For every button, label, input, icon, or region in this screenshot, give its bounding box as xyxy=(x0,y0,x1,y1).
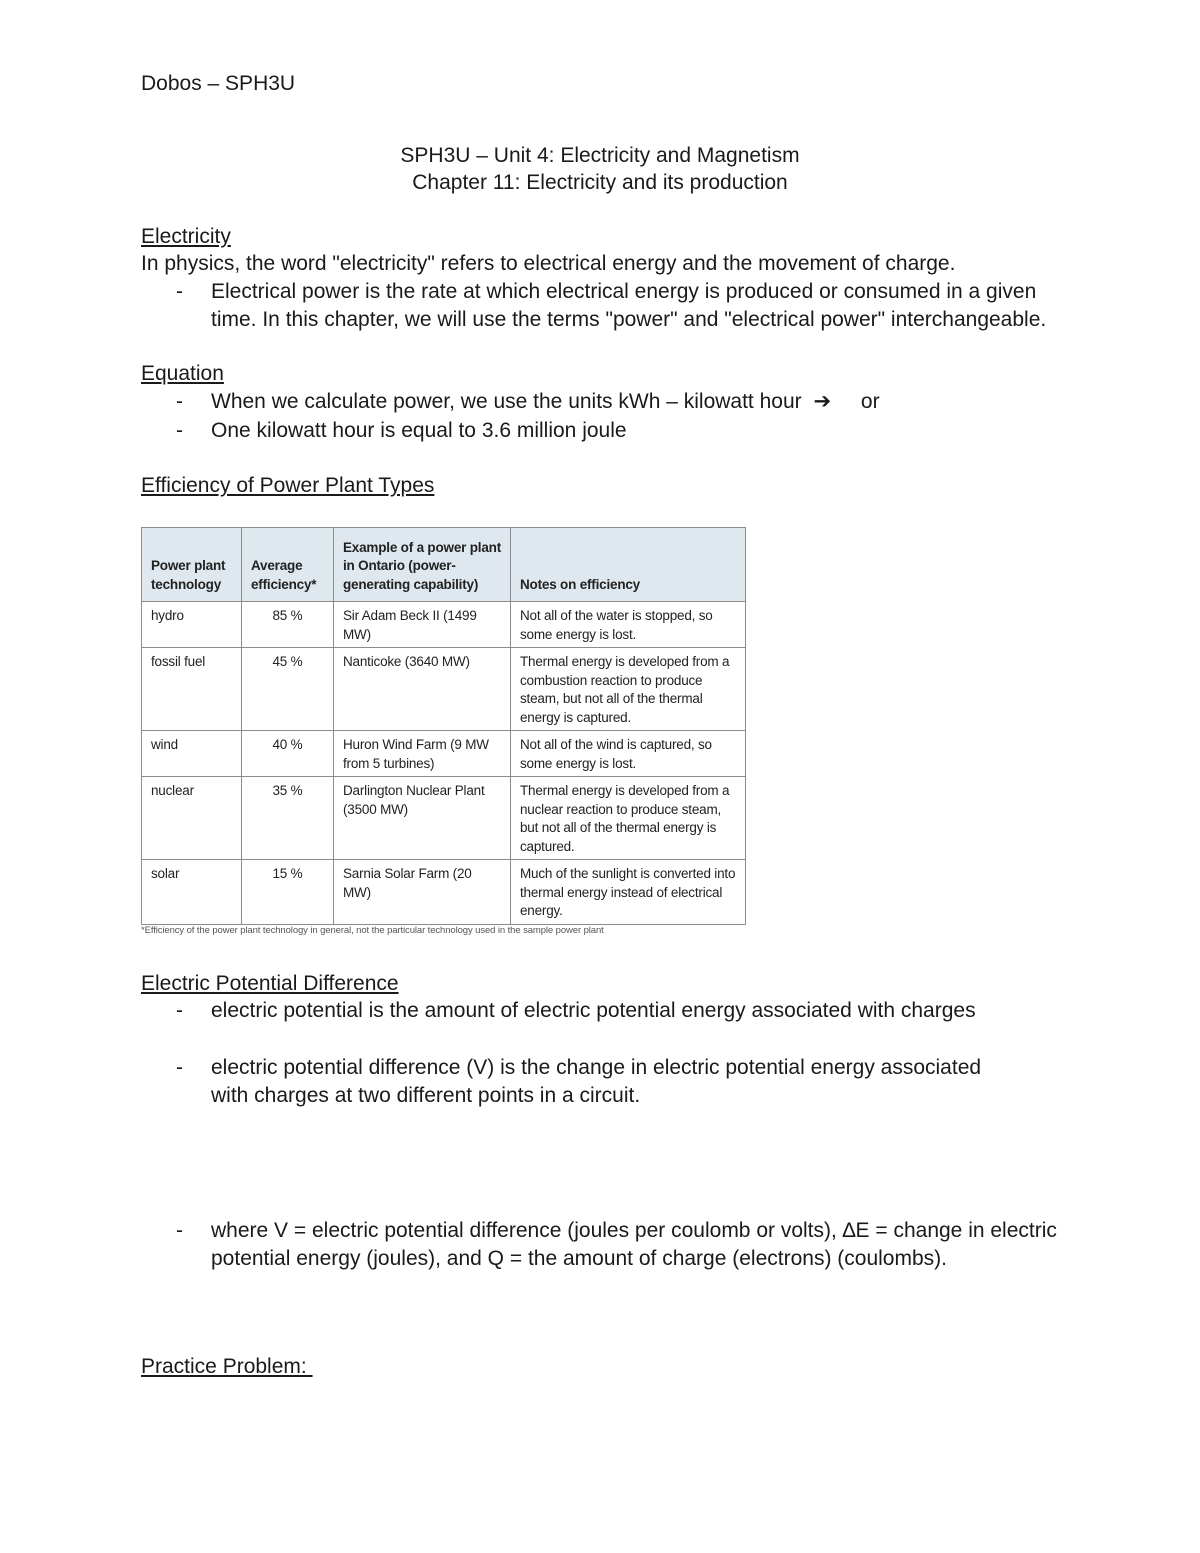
section-heading-equation: Equation xyxy=(141,362,224,385)
table-cell: 35 % xyxy=(242,777,334,860)
potential-where: where V = electric potential difference (joules per coulomb or volts), ∆E = change in electric potential energy (joules), and Q = the amount of charge (electrons) (coulombs). xyxy=(211,1219,1057,1270)
page-title: SPH3U – Unit 4: Electricity and Magnetism xyxy=(400,144,800,167)
table-row xyxy=(142,731,746,777)
table-cell: Sarnia Solar Farm (20 MW) xyxy=(334,860,511,925)
table-cell: Sir Adam Beck II (1499 MW) xyxy=(334,602,511,648)
table-header-cell: Example of a power plant in Ontario (power-generating capability) xyxy=(334,528,511,602)
table-cell: Much of the sunlight is converted into thermal energy instead of electrical energy. xyxy=(511,860,746,925)
section-heading-potential: Electric Potential Difference xyxy=(141,972,399,995)
equation-bullet-1-text: When we calculate power, we use the units kWh – kilowatt hour xyxy=(211,390,802,413)
table-cell: fossil fuel xyxy=(142,648,242,731)
table-cell: 45 % xyxy=(242,648,334,731)
equation-bullet-1 xyxy=(211,388,880,416)
electricity-bullet: Electrical power is the rate at which electrical energy is produced or consumed in a given time. In this chapter, we will use the terms "power" and "electrical power" interchangeable. xyxy=(211,280,1047,331)
table-cell: Nanticoke (3640 MW) xyxy=(334,648,511,731)
table-cell: 85 % xyxy=(242,602,334,648)
table-cell: Darlington Nuclear Plant (3500 MW) xyxy=(334,777,511,860)
table-row xyxy=(142,602,746,648)
table-header-cell: Power plant technology xyxy=(142,528,242,602)
table-row xyxy=(142,648,746,731)
arrow-right-icon: ➔ xyxy=(813,390,832,413)
efficiency-table xyxy=(141,527,746,925)
table-cell: Not all of the water is stopped, so some energy is lost. xyxy=(511,602,746,648)
table-cell: 15 % xyxy=(242,860,334,925)
page-subtitle: Chapter 11: Electricity and its production xyxy=(412,171,788,194)
section-heading-efficiency: Efficiency of Power Plant Types xyxy=(141,474,435,497)
table-cell: Huron Wind Farm (9 MW from 5 turbines) xyxy=(334,731,511,777)
table-header-cell: Notes on efficiency xyxy=(511,528,746,602)
header-author: Dobos – SPH3U xyxy=(141,72,296,95)
potential-bullet: electric potential difference (V) is the change in electric potential energy associated with charges at two different points in a circuit. xyxy=(211,1056,982,1107)
bullet-marker: - xyxy=(176,390,183,413)
table-footnote: *Efficiency of the power plant technology in general, not the particular technology used in the sample power plant xyxy=(141,925,604,936)
equation-bullet-2: One kilowatt hour is equal to 3.6 million joule xyxy=(211,419,627,442)
table-cell: Thermal energy is developed from a nuclear reaction to produce steam, but not all of the thermal energy is captured. xyxy=(511,777,746,860)
table-cell: Thermal energy is developed from a combustion reaction to produce steam, but not all of the thermal energy is captured. xyxy=(511,648,746,731)
table-row xyxy=(142,777,746,860)
bullet-marker: - xyxy=(176,280,183,303)
potential-bullet: electric potential is the amount of electric potential energy associated with charges xyxy=(211,999,976,1022)
table-header-cell: Average efficiency* xyxy=(242,528,334,602)
table-header-row xyxy=(142,528,746,602)
table-cell: wind xyxy=(142,731,242,777)
equation-bullet-1-tail: or xyxy=(860,390,880,413)
bullet-marker: - xyxy=(176,1056,183,1079)
table-cell: 40 % xyxy=(242,731,334,777)
section-heading-electricity: Electricity xyxy=(141,225,231,248)
table-cell: hydro xyxy=(142,602,242,648)
table-cell: nuclear xyxy=(142,777,242,860)
electricity-intro: In physics, the word "electricity" refers to electrical energy and the movement of charge. xyxy=(141,252,956,275)
bullet-marker: - xyxy=(176,999,183,1022)
table-row xyxy=(142,860,746,925)
table-cell: Not all of the wind is captured, so some energy is lost. xyxy=(511,731,746,777)
section-heading-practice: Practice Problem: xyxy=(141,1355,313,1378)
table-cell: solar xyxy=(142,860,242,925)
bullet-marker: - xyxy=(176,419,183,442)
bullet-marker: - xyxy=(176,1219,183,1242)
